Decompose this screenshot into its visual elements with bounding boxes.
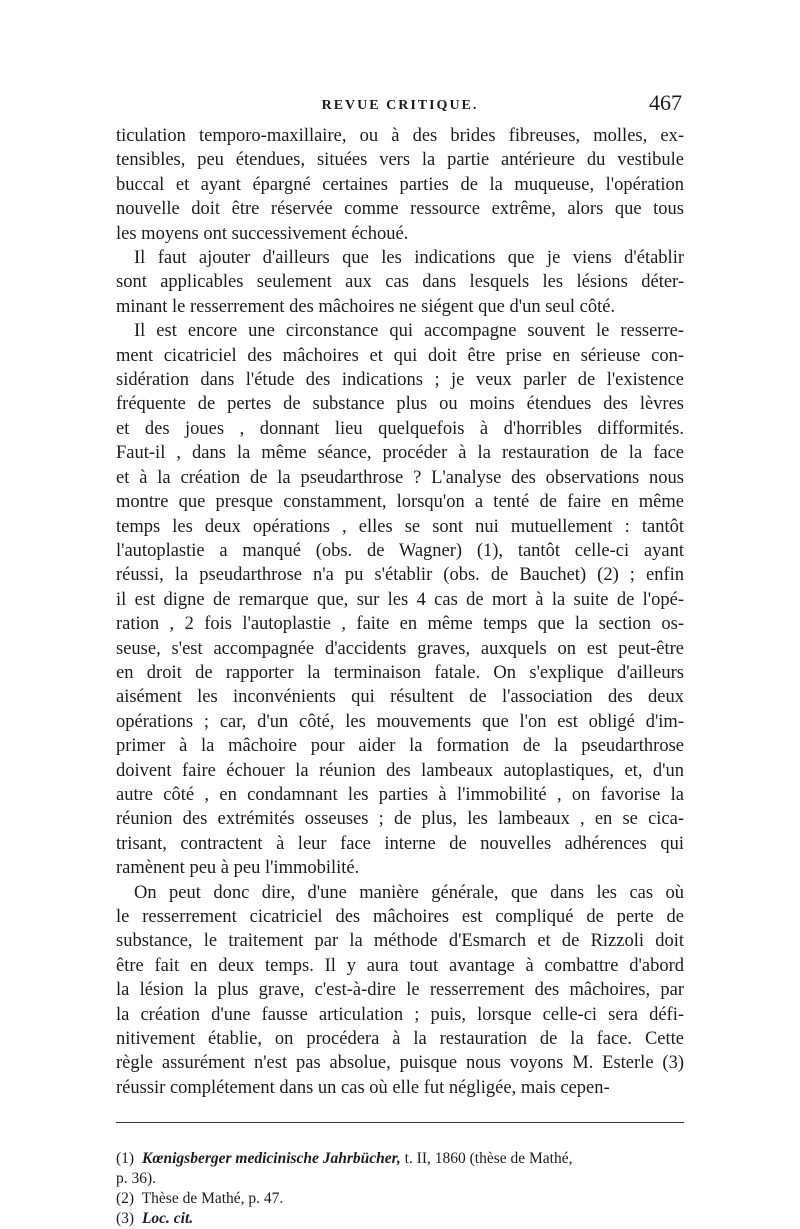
text-line: primer à la mâchoire pour aider la formation de la pseudarthrose: [116, 736, 684, 757]
text-line: et des joues , donnant lieu quelquefois à d'horribles difformités.: [116, 418, 684, 439]
text-line: aisément les inconvénients qui résultent de l'association des deux: [116, 687, 684, 708]
paragraph: [116, 124, 684, 246]
text-line: les moyens ont successivement échoué.: [116, 223, 409, 244]
text-line: doivent faire échouer la réunion des lambeaux autoplastiques, et, d'un: [116, 760, 684, 781]
footnote: [116, 1189, 684, 1209]
text-line: ticulation temporo-maxillaire, ou à des brides fibreuses, molles, ex-: [116, 126, 684, 146]
text-line: Il faut ajouter d'ailleurs que les indications que je viens d'établir: [134, 248, 684, 269]
page-number: 467: [649, 90, 682, 115]
running-head: [116, 88, 684, 124]
footnote-italic: Kœnigsberger medicinische Jahrbücher,: [141, 1150, 401, 1168]
book-page: [116, 88, 684, 1229]
text-line: nitivement établie, on procédera à la restauration de la face. Cette: [116, 1029, 684, 1050]
text-line: ment cicatriciel des mâchoires et qui doit être prise en sérieuse con-: [116, 345, 684, 366]
text-line: On peut donc dire, d'une manière générale, que dans les cas où: [134, 882, 684, 903]
text-line: ration , 2 fois l'autoplastie , faite en même temps que la section os-: [116, 614, 684, 635]
paragraph: [116, 246, 684, 319]
text-line: être fait en deux temps. Il y aura tout avantage à combattre d'abord: [116, 955, 684, 976]
footnote-text: Thèse de Mathé, p. 47.: [141, 1190, 284, 1208]
text-line: et à la création de la pseudarthrose ? L'analyse des observations nous: [116, 467, 684, 488]
text-line: trisant, contractent à leur face interne de nouvelles adhérences qui: [116, 833, 684, 854]
text-line: la création d'une fausse articulation ; puis, lorsque celle-ci sera défi-: [116, 1004, 684, 1025]
text-line: tensibles, peu étendues, situées vers la partie antérieure du vestibule: [116, 150, 684, 171]
text-line: Faut-il , dans la même séance, procéder à la restauration de la face: [116, 443, 684, 464]
footnote-num: (2): [116, 1190, 135, 1208]
text-line: ramènent peu à peu l'immobilité.: [116, 858, 360, 879]
text-line: la lésion la plus grave, c'est-à-dire le resserrement des mâchoires, par: [116, 980, 684, 1001]
footnote-num: (1): [116, 1150, 135, 1168]
paragraph: [116, 319, 684, 880]
footnote-text: t. II, 1860 (thèse de Mathé,: [400, 1150, 573, 1168]
text-line: en droit de rapporter la terminaison fatale. On s'explique d'ailleurs: [116, 662, 684, 683]
text-line: il est digne de remarque que, sur les 4 cas de mort à la suite de l'opé-: [116, 589, 684, 610]
footnote: [116, 1149, 684, 1169]
body-text: [116, 124, 684, 1100]
text-line: sont applicables seulement aux cas dans lesquels les lésions déter-: [116, 272, 684, 293]
text-line: montre que presque constamment, lorsqu'on a tenté de faire en même: [116, 492, 684, 513]
text-line: opérations ; car, d'un côté, les mouvements que l'on est obligé d'im-: [116, 711, 684, 732]
paragraph: [116, 881, 684, 1101]
text-line: réussir complétement dans un cas où elle fut négligée, mais cepen-: [116, 1077, 610, 1098]
text-line: minant le resserrement des mâchoires ne siégent que d'un seul côté.: [116, 296, 616, 317]
text-line: l'autoplastie a manqué (obs. de Wagner) (1), tantôt celle-ci ayant: [116, 540, 684, 561]
running-title: REVUE CRITIQUE.: [321, 98, 479, 113]
text-line: buccal et ayant épargné certaines parties de la muqueuse, l'opération: [116, 174, 684, 195]
text-line: fréquente de pertes de substance plus ou moins étendues des lèvres: [116, 394, 684, 415]
text-line: règle assurément n'est pas absolue, puisque nous voyons M. Esterle (3): [116, 1053, 684, 1074]
text-line: temps les deux opérations , elles se sont nui mutuellement : tantôt: [116, 516, 684, 537]
footnote-continuation: p. 36).: [116, 1170, 157, 1188]
footnote-num: (3): [116, 1210, 135, 1228]
text-line: substance, le traitement par la méthode d'Esmarch et de Rizzoli doit: [116, 931, 684, 952]
text-line: Il est encore une circonstance qui accompagne souvent le resserre-: [134, 321, 684, 342]
text-line: nouvelle doit être réservée comme ressource extrême, alors que tous: [116, 199, 684, 220]
text-line: sidération dans l'étude des indications ; je veux parler de l'existence: [116, 370, 684, 391]
text-line: réussi, la pseudarthrose n'a pu s'établir (obs. de Bauchet) (2) ; enfin: [116, 565, 684, 586]
text-line: autre côté , en condamnant les parties à l'immobilité , on favorise la: [116, 784, 684, 805]
footnote-italic: Loc. cit.: [141, 1210, 194, 1228]
footnote: [116, 1209, 684, 1229]
footnotes: [116, 1149, 684, 1229]
footnote-separator: [116, 1122, 684, 1123]
text-line: le resserrement cicatriciel des mâchoires est compliqué de perte de: [116, 907, 684, 927]
text-line: seuse, s'est accompagnée d'accidents graves, auxquels on est peut-être: [116, 638, 684, 659]
text-line: réunion des extrémités osseuses ; de plus, les lambeaux , en se cica-: [116, 809, 684, 830]
